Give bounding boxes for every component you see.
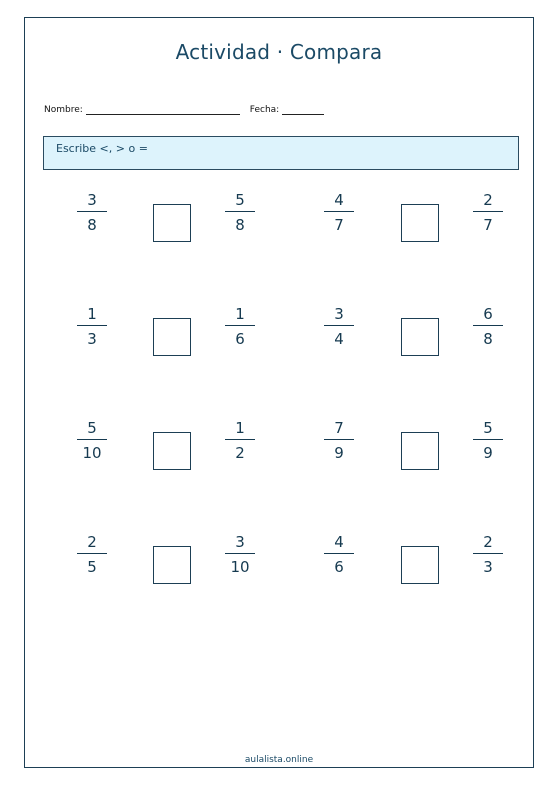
- student-info: [44, 105, 324, 115]
- fraction-right: [473, 190, 503, 235]
- answer-box[interactable]: [401, 204, 439, 242]
- denominator: 8: [87, 216, 97, 234]
- denominator: 9: [334, 444, 344, 462]
- fraction-left: [324, 532, 354, 577]
- fraction-bar: [77, 439, 107, 440]
- answer-box[interactable]: [401, 546, 439, 584]
- denominator: 2: [235, 444, 245, 462]
- numerator: 1: [235, 419, 245, 437]
- fraction-right: [473, 418, 503, 463]
- denominator: 4: [334, 330, 344, 348]
- fraction-bar: [473, 325, 503, 326]
- fraction-bar: [324, 325, 354, 326]
- numerator: 5: [87, 419, 97, 437]
- fraction-bar: [225, 325, 255, 326]
- instructions-text: Escribe <, > o =: [56, 142, 148, 155]
- fraction-bar: [77, 553, 107, 554]
- denominator: 8: [235, 216, 245, 234]
- footer-site: aulalista.online: [244, 755, 314, 765]
- worksheet-frame: [24, 17, 534, 768]
- fraction-bar: [473, 439, 503, 440]
- numerator: 1: [235, 305, 245, 323]
- fraction-left: [324, 304, 354, 349]
- answer-box[interactable]: [401, 318, 439, 356]
- fraction-right: [473, 532, 503, 577]
- page-title: Actividad · Compara: [175, 40, 383, 64]
- fraction-bar: [77, 325, 107, 326]
- denominator: 9: [483, 444, 493, 462]
- fraction-bar: [324, 439, 354, 440]
- name-field-line[interactable]: [86, 105, 240, 115]
- denominator: 3: [87, 330, 97, 348]
- fraction-right: [225, 418, 255, 463]
- fraction-bar: [225, 553, 255, 554]
- answer-box[interactable]: [153, 432, 191, 470]
- fraction-right: [225, 190, 255, 235]
- fraction-left: [77, 418, 107, 463]
- answer-box[interactable]: [153, 546, 191, 584]
- fraction-right: [225, 304, 255, 349]
- fraction-right: [473, 304, 503, 349]
- numerator: 5: [483, 419, 493, 437]
- numerator: 3: [87, 191, 97, 209]
- fraction-bar: [324, 553, 354, 554]
- fraction-left: [77, 190, 107, 235]
- fraction-bar: [473, 211, 503, 212]
- fraction-left: [324, 418, 354, 463]
- numerator: 5: [235, 191, 245, 209]
- numerator: 7: [334, 419, 344, 437]
- denominator: 10: [82, 444, 102, 462]
- denominator: 7: [334, 216, 344, 234]
- denominator: 6: [235, 330, 245, 348]
- fraction-left: [77, 532, 107, 577]
- denominator: 3: [483, 558, 493, 576]
- denominator: 8: [483, 330, 493, 348]
- fraction-bar: [324, 211, 354, 212]
- denominator: 7: [483, 216, 493, 234]
- fraction-bar: [77, 211, 107, 212]
- numerator: 3: [334, 305, 344, 323]
- name-label: Nombre:: [44, 105, 83, 115]
- numerator: 2: [483, 191, 493, 209]
- numerator: 6: [483, 305, 493, 323]
- numerator: 4: [334, 533, 344, 551]
- numerator: 3: [235, 533, 245, 551]
- instructions-box: [43, 136, 519, 170]
- denominator: 10: [230, 558, 250, 576]
- denominator: 6: [334, 558, 344, 576]
- numerator: 2: [87, 533, 97, 551]
- fraction-bar: [473, 553, 503, 554]
- denominator: 5: [87, 558, 97, 576]
- numerator: 2: [483, 533, 493, 551]
- fraction-bar: [225, 211, 255, 212]
- date-label: Fecha:: [249, 105, 280, 115]
- fraction-bar: [225, 439, 255, 440]
- numerator: 4: [334, 191, 344, 209]
- answer-box[interactable]: [153, 318, 191, 356]
- fraction-left: [324, 190, 354, 235]
- date-field-line[interactable]: [282, 105, 324, 115]
- answer-box[interactable]: [401, 432, 439, 470]
- numerator: 1: [87, 305, 97, 323]
- fraction-right: [225, 532, 255, 577]
- fraction-left: [77, 304, 107, 349]
- answer-box[interactable]: [153, 204, 191, 242]
